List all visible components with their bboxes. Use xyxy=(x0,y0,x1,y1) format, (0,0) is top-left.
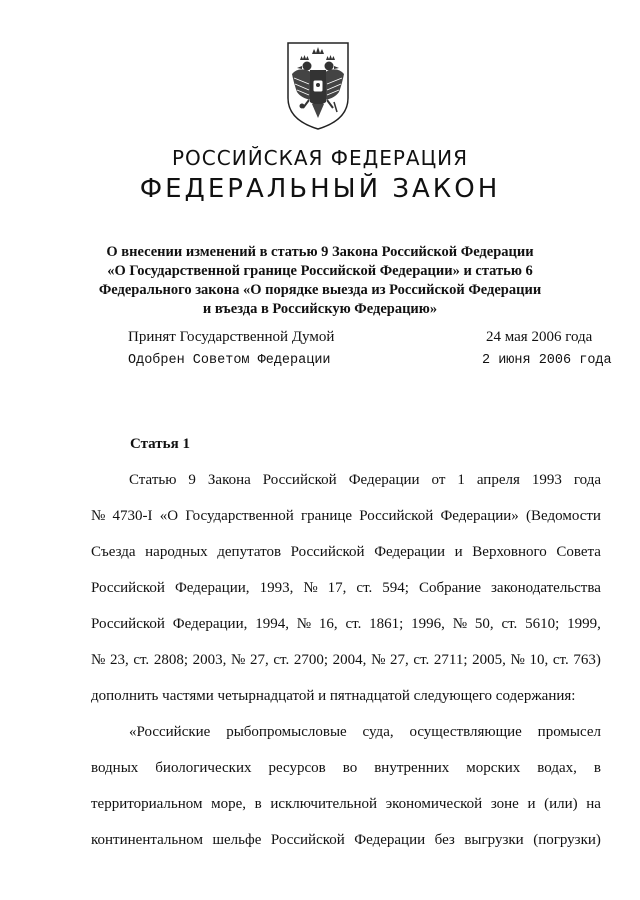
article-line: № 4730-I «О Государственной границе Российской Федерации» (Ведомости xyxy=(91,508,601,524)
article-line: № 23, ст. 2808; 2003, № 27, ст. 2700; 2004, № 27, ст. 2711; 2005, № 10, ст. 763) xyxy=(91,652,601,668)
article-heading: Статья 1 xyxy=(130,436,190,452)
article-line: «Российские рыбопромысловые суда, осуществляющие промысел xyxy=(129,724,601,740)
coat-of-arms-emblem xyxy=(285,40,351,132)
article-line: дополнить частями четырнадцатой и пятнадцатой следующего содержания: xyxy=(91,688,576,704)
article-line: водных биологических ресурсов во внутренних морских водах, в xyxy=(91,760,601,776)
law-title-line: Федерального закона «О порядке выезда из Российской Федерации xyxy=(98,282,542,298)
article-line: Статью 9 Закона Российской Федерации от 1 апреля 1993 года xyxy=(129,472,601,488)
law-title-line: и въезда в Российскую Федерацию» xyxy=(202,301,438,317)
article-line: Российской Федерации, 1994, № 16, ст. 1861; 1996, № 50, ст. 5610; 1999, xyxy=(91,616,601,632)
duma-adoption-date: 24 мая 2006 года xyxy=(486,329,593,345)
article-line: континентальном шельфе Российской Федерации без выгрузки (погрузки) xyxy=(91,832,601,848)
article-line: территориальном море, в исключительной экономической зоне и (или) на xyxy=(91,796,601,812)
duma-adoption-label: Принят Государственной Думой xyxy=(128,329,335,345)
council-approval-date: 2 июня 2006 года xyxy=(482,353,612,368)
law-title-line: «О Государственной границе Российской Федерации» и статью 6 xyxy=(107,263,533,279)
article-line: Съезда народных депутатов Российской Федерации и Верховного Совета xyxy=(91,544,601,560)
law-title xyxy=(80,243,560,319)
council-approval-label: Одобрен Советом Федерации xyxy=(128,353,331,368)
country-heading: РОССИЙСКАЯ ФЕДЕРАЦИЯ xyxy=(172,146,468,170)
law-type-heading: ФЕДЕРАЛЬНЫЙ ЗАКОН xyxy=(139,174,501,204)
article-line: Российской Федерации, 1993, № 17, ст. 594; Собрание законодательства xyxy=(91,580,601,596)
article-body xyxy=(91,462,601,858)
law-title-line: О внесении изменений в статью 9 Закона Российской Федерации xyxy=(106,244,534,260)
